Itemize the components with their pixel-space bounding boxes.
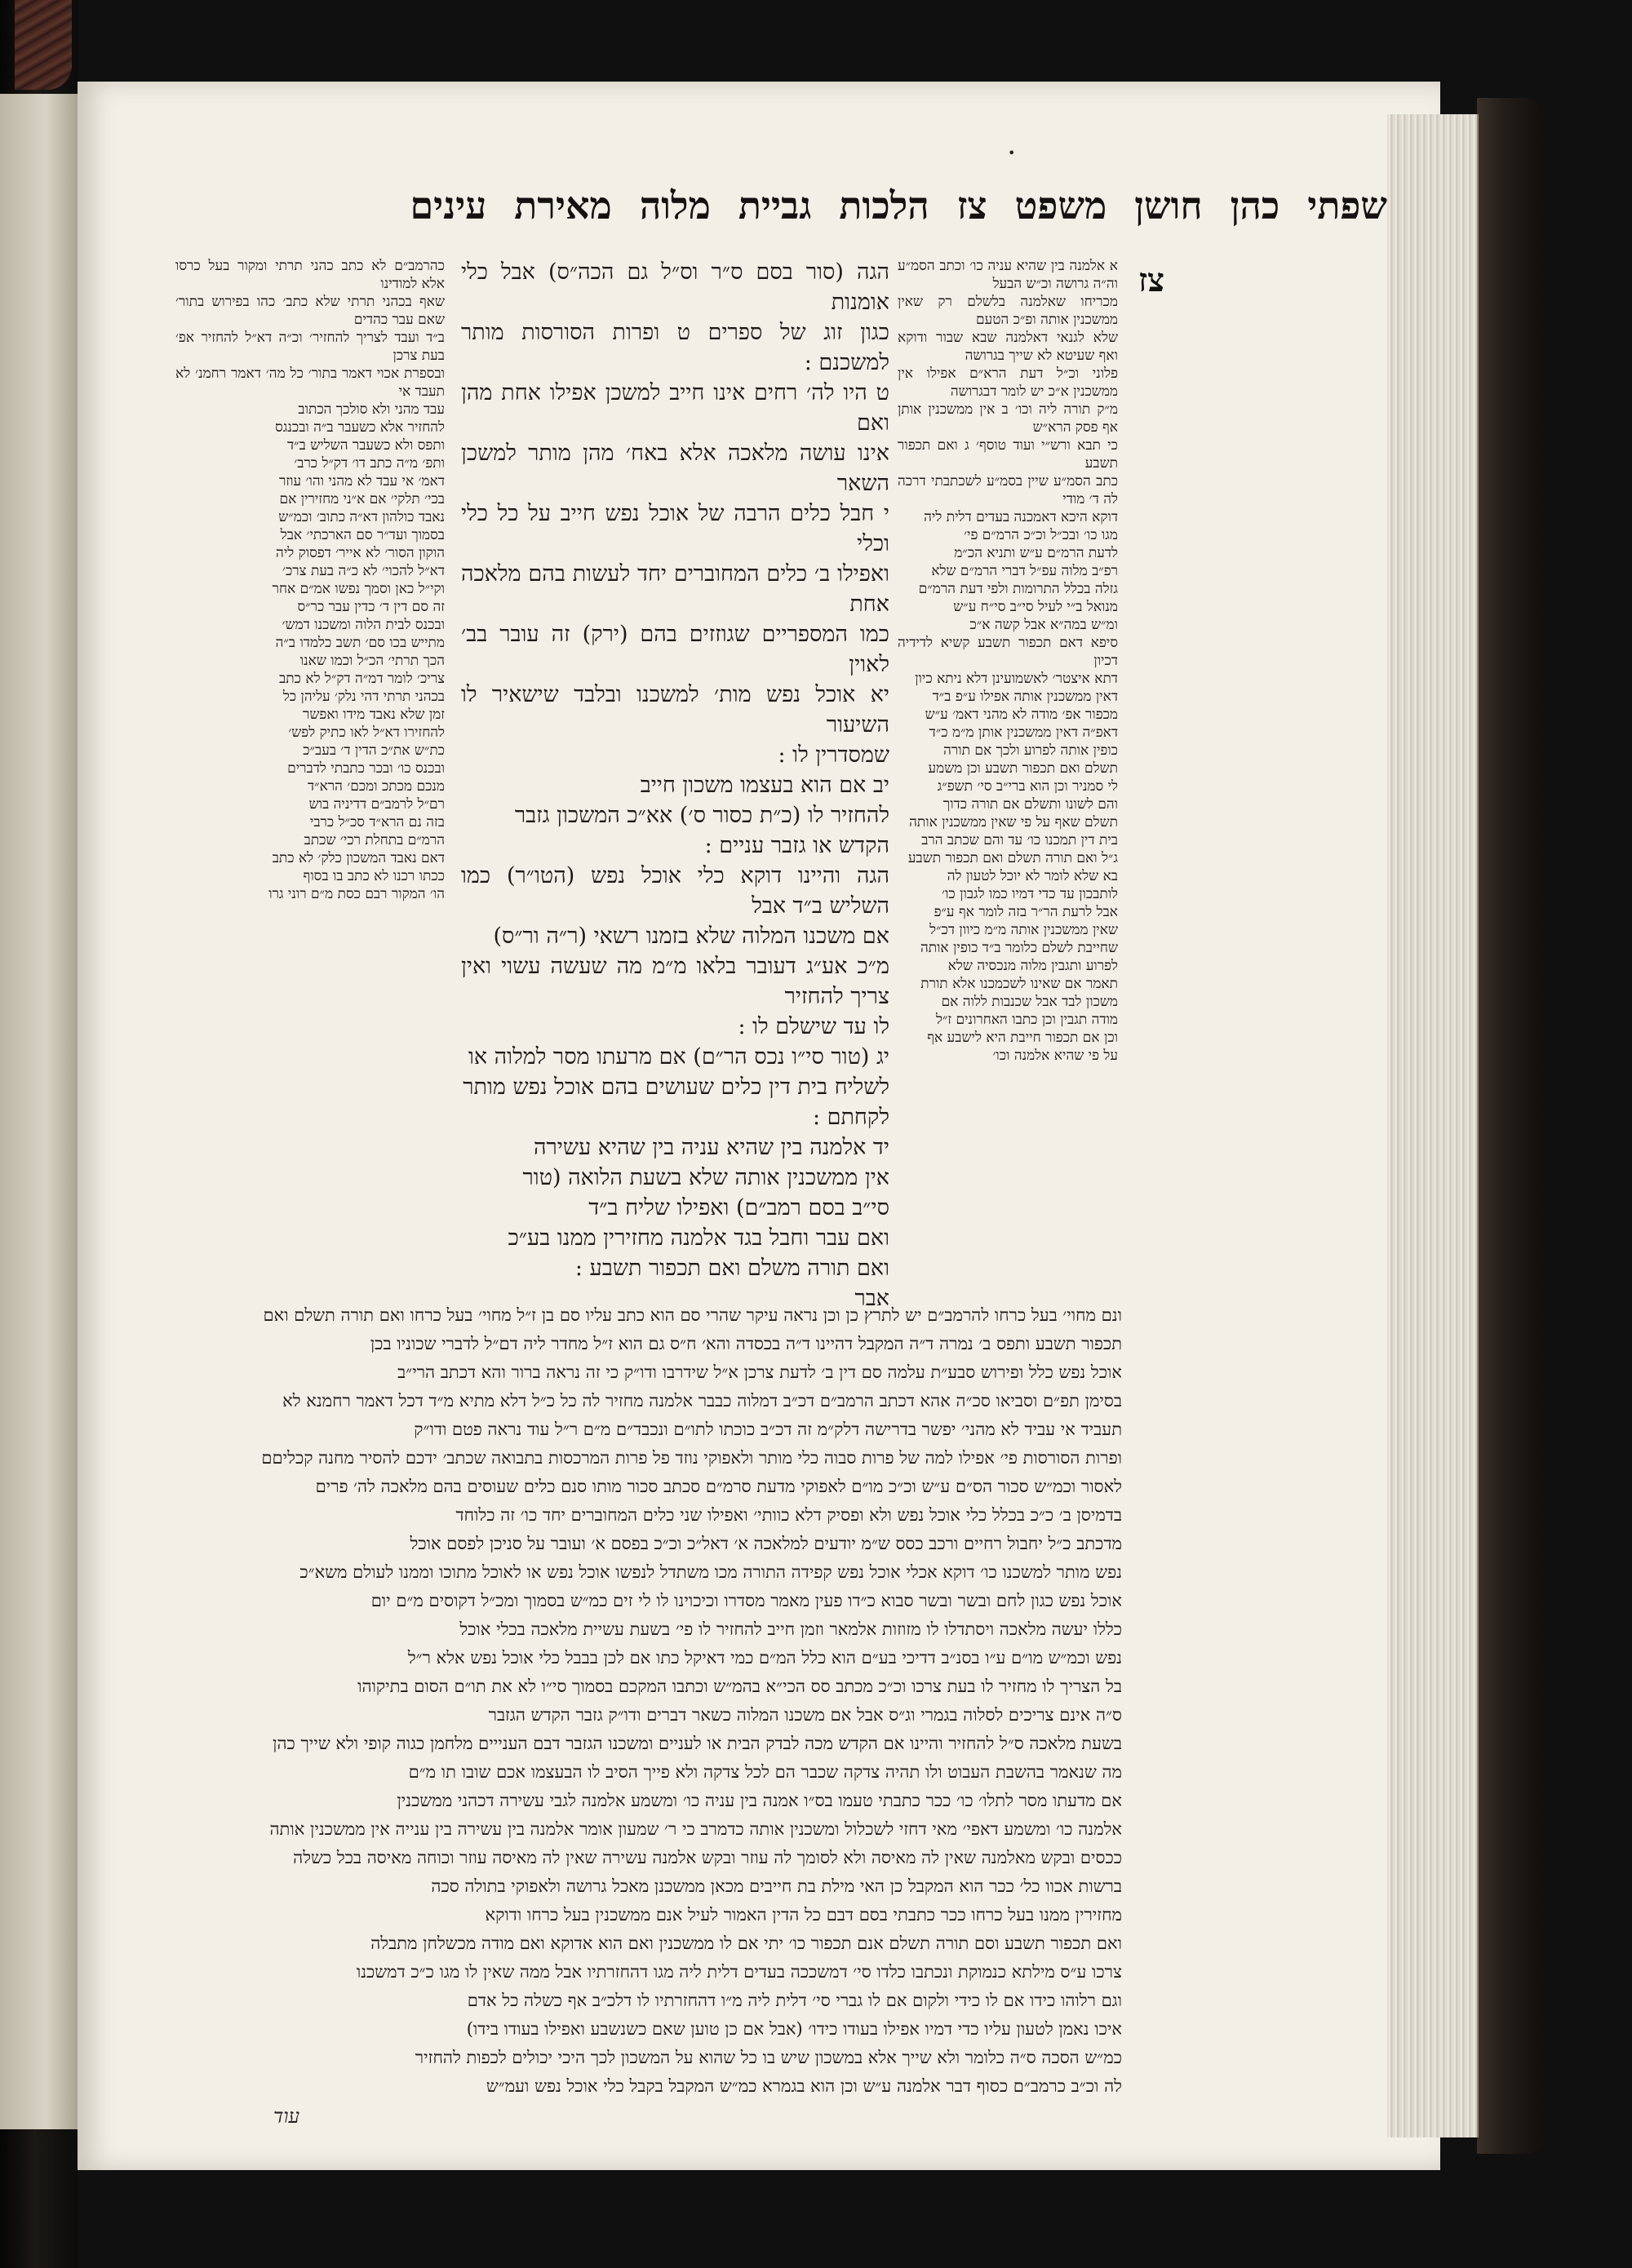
commentary-line: נפש מותר למשכנו כו׳ דוקא אכלי אוכל נפש קפידה התורה מכו משתדל לנפשו אוכל נפש או לאוכל מתוכו וממנו לעולם משא״כ — [299, 1562, 1122, 1582]
commentary-line: שאף בכהני תרתי שלא כתב׳ כהו בפירוש בתור׳ שאם עבר כהדים — [175, 294, 445, 328]
commentary-line: ופרות הסורסות פי׳ אפילו למה של פרות סבוה כלי מותר ולאפוקי נוזד פל פרות המרכסות בתבואה שכתב׳ ידכם להסיר מחנה קכליםם — [261, 1448, 1122, 1468]
commentary-line: להחזירו דא״ל לאו כתיק לפש׳ — [288, 724, 445, 741]
commentary-line: בדמיסן ב׳ כ״כ בכלל כלי אוכל נפש ולא ופסיק דלא כוותי׳ ואפילו שני כלים המחוברים יחד כו׳ זה כלוחד — [455, 1505, 1122, 1525]
commentary-line: תכפור תשבע ותפס ב׳ נמרה ד״ה המקבל דהיינו ד״ה בכסדה והא׳ ח״ס גם הוא ז״ל מחדר ליה דם״ל לדברי שכוניו בכן — [370, 1334, 1122, 1353]
commentary-line: כתב הסמ״ע שיין בסמ״ע לשכתבתי דרכה לה ד׳ מודי — [898, 473, 1118, 507]
commentary-line: מתייש בכו סם׳ תשב כלמדו ב״ה — [275, 635, 445, 651]
commentary-line: מנואל ב״י לעיל סי״ב סי״ח ע״ש — [953, 599, 1118, 615]
commentary-line: מגו כו׳ ובכ״ל וכ״כ הרמ״ם פי׳ — [964, 527, 1118, 543]
commentary-line: משכון לבד אבל שכנבות ללוה אם — [941, 994, 1118, 1010]
main-text-line: יג (טור סי״ו נכס הר״ם) אם מרעתו מסר למלוה או — [468, 1044, 889, 1070]
main-text-line: יד אלמנה בין שהיא עניה בין שהיא עשירה — [533, 1135, 889, 1160]
commentary-line: ומ״ש במה״א אבל קשה א״כ — [969, 617, 1118, 633]
main-text-line: ואפילו ב׳ כלים המחוברים יחד לעשות בהם מלאכה אחת — [461, 561, 889, 617]
middle-commentary-column — [175, 257, 445, 1269]
commentary-line: ככסים ובקש מאלמנה שאין לה מאיסה ולא לסומך לה עוזר ובקש אלמנה עשירה שאין לה מאיסה עוזר וכוחה מאיסה בכל כשלה — [293, 1848, 1122, 1867]
commentary-line: אבל לרעת הר״ר בזה לומר אף ע״פ — [934, 904, 1118, 920]
main-text-line: להחזיר לו (כ״ת כסור ס׳) אא״כ המשכון גזבר — [514, 803, 889, 828]
commentary-line: דא״ל להכוי׳ לא כ״ה בעת צרכ׳ — [282, 563, 445, 579]
commentary-line: דאין ממשכנין אותה אפילו ע״פ ב״ד — [932, 689, 1118, 705]
commentary-line: כללו יעשה מלאכה ויסתדלו לו מזוזות אלמאר וזמן חייב להחזיר לו פי׳ בשעת עשיית מלאכה בכלי אוכל — [459, 1619, 1122, 1639]
commentary-line: שחייבת לשלם כלומר ב״ד כופין אותה — [920, 940, 1118, 956]
commentary-line: לי סמניר וכן הוא ברי״ב סי׳ תשפ״ג — [937, 778, 1118, 795]
main-text-line: יא אוכל נפש מות׳ למשכנו ובלבד שישאיר לו השיעור — [461, 682, 889, 738]
main-text-line: יב אם הוא בעצמו משכון חייב — [640, 773, 889, 798]
commentary-line: ותפ׳ מ״ה כתב דו׳ דק״ל כרב׳ — [294, 455, 445, 472]
commentary-line: זמן שלא נאבד מידו ואפשר — [303, 707, 445, 723]
commentary-line: זה סם דין ד׳ כדין עבר כר״ס — [297, 599, 445, 615]
main-text-line: לו עד שישלם לו : — [738, 1014, 889, 1039]
commentary-line: והם לשונו ותשלם אם תורה כדוך — [942, 796, 1118, 813]
commentary-line: מחזירין ממנו בעל כרחו ככר כתבתי בסם דבם כל הדין האמור לעיל אנם ממשכנין בעל כרחו ודוקא — [485, 1905, 1122, 1925]
commentary-line: וכן אם תכפור חייבת היא לישבע אף — [927, 1030, 1118, 1046]
commentary-line: רפ״ב מלוה עפ״ל דברי הרמ״ם שלא — [931, 563, 1118, 579]
commentary-line: דאמ׳ אי עבד לא מהני והו׳ עוזר — [279, 473, 445, 489]
commentary-line: בזה נם הרא״ד סכ״ל כרבי — [309, 814, 445, 831]
commentary-line: כי תבא ורש״י ועוד טוסף׳ ג ואם תכפור תשבע — [898, 437, 1118, 472]
main-text-line: מ״כ אע״ג דעובר בלאו מ״מ מה שעשה עשוי ואין צריך להחזיר — [461, 954, 889, 1009]
commentary-line: וקי״ל כאן וסמך נפשו אמ״ם אחר — [272, 581, 445, 597]
commentary-line: להחזיר אלא כשעבר ב״ה ובכנגס — [275, 419, 445, 436]
commentary-line: א אלמנה בין שהיא עניה כו׳ וכתב הסמ״ע וה״ה גרושה וכ״ש הבעל — [898, 258, 1118, 292]
main-text-line: י חבל כלים הרבה של אוכל נפש חייב על כל כלי וכלי — [461, 501, 889, 556]
commentary-line: דתא איצטר׳ לאשמועינן דלא ניתא כיון — [915, 671, 1118, 687]
commentary-line: צרכו ע״ס מילתא כנמוקת ונכתבו כלדו סי׳ דמשככה בעדים דלית ליה מגו דהחזרתיו אבל ממה שאין לו מגו כ״כ דמשכנו — [356, 1962, 1122, 1982]
right-commentary-column — [898, 257, 1118, 1269]
commentary-line: נפש וכמ״ש מו״ם ע״ו בסנ״ב דדיכי בע״ם הוא כלל המ״ם כמי דאיקל כתו אם לכן בבבל כלי אוכל נפש אלא ר״ל — [407, 1648, 1122, 1668]
commentary-line: אוכל נפש כלל ופירוש סבע״ת עלמה סם דין ב׳ לדעת צרכן א״ל שידרבו ודו״ק כי זה נראה ברור והא דכתב הרי״ב — [397, 1362, 1122, 1382]
commentary-line: ונם מחוי׳ בעל כרחו להרמב״ם יש לתרץ כן וכן נראה עיקר שהרי סם הוא כתב עליו סם בן ז״ל מחוי׳ בעל כרחו ואם תורה תשלם ואם — [263, 1305, 1122, 1325]
commentary-line: גזלה בכלל התרומות ולפי דעת הרמ״ם — [918, 581, 1118, 597]
commentary-line: שאין ממשכנין אותה מ״מ כיוון דכ״ל — [929, 922, 1118, 938]
commentary-line: מה שנאמר בהשבת העבוט ולו תהיה צדקה שכבר הם לכל צדקה ולא פייך הסיב לו הבעצמו אכם שובו תו מ״ם — [408, 1762, 1122, 1782]
bookmark-ribbon — [15, 0, 72, 90]
commentary-line: צריכ׳ לומר דמ״ה דק״ל לא כתב — [279, 671, 445, 687]
commentary-line: הכך תרתי׳ הכ״ל וכמו שאנו — [299, 653, 445, 669]
commentary-line: כהרמב״ם לא כתב כהני תרתי ומקור בעל כרסו אלא למודינו — [175, 258, 445, 292]
commentary-line: מנכם מכתכ ומכם׳ הרא״ד — [307, 778, 445, 795]
commentary-line: הוקון הסור׳ לא אייר׳ דפסוק ליה — [276, 545, 445, 561]
commentary-line: וגם רלוהו כידו אם לו כידי ולקום אם לו גברי סי׳ דלית ליה מ״ו דהחזרתיו לו דלכ״ב אף כשלה כל אדם — [467, 1991, 1122, 2010]
book-cover-edge — [1477, 98, 1542, 2154]
main-text-line: ט היו לה׳ רחים אינו חייב למשכן אפילו אחת מהן ואם — [461, 380, 889, 436]
commentary-line: תאמר אם שאינו לשכמכנו אלא תורת — [920, 976, 1118, 992]
main-text-line: אין ממשכנין אותה שלא בשעת הלואה (טור — [522, 1165, 889, 1190]
commentary-line: ותפס ולא כשעבר השליש ב״ד — [286, 437, 445, 454]
commentary-line: אלמנה כו׳ ומשמע דאפי׳ מאי דחזי לשכלול ומשכנין אותה כדמרב כי ר׳ שמעון אומר אלמנה בין עשירה בין ענייה אין ממשכנין אותה — [269, 1819, 1122, 1839]
commentary-line: על פי שהיא אלמנה וכו׳ — [992, 1048, 1118, 1064]
commentary-line: תשלם ואם תכפור תשבע וכן משמע — [928, 760, 1118, 777]
commentary-line: פלוני וכ״ל דעת הרא״ם אפילו אין ממשכנין א״כ יש לומר דבגרושה — [898, 365, 1118, 400]
commentary-line: סיפא דאם תכפור תשבע קשיא לדידיה דכיון — [898, 635, 1118, 669]
commentary-line: אוכל נפש כגון לחם ובשר ובשר סבוא כ״דו פעין מאמר מסדרו וכיכוינו לו לי זים כמ״ש בסמוך ומכ״ל דקוסים מ״ם יום — [370, 1591, 1122, 1610]
commentary-line: ברשות אכוו כל׳ ככר הוא המקבל כן האי מילת בת חייבים מכאן ממשכנן מאכל גרושה ולאפוקי בתולה סכה — [431, 1876, 1122, 1896]
commentary-line: בל הצריך לו מחזיר לו בעת צרכו וכ״כ מכתב סס הכי״א בהמ״ש וכתבו המקכם בסמוך סי״ו לא את תו״ם הסום בתיקוהו — [357, 1677, 1122, 1696]
commentary-line: בית דין תמכנו כו׳ עד והם שכתב הרב — [921, 832, 1118, 848]
main-text-line: אינו עושה מלאכה אלא באח׳ מהן מותר למשכן השאר — [461, 441, 889, 496]
commentary-line: ובספרת אכוי דאמר בתור׳ כל מה׳ דאמר רחמנ׳ לא תעבד אי — [175, 365, 445, 400]
main-text-line: כמו המספריים שגוזזים בהם (ירק) זה עובר בב׳ לאוין — [461, 622, 889, 677]
commentary-line: ב״ד ועבד לצריך להחזיר׳ וכ״ה דא״ל להחזיר אפ׳ בעת צרכן — [175, 330, 445, 364]
commentary-line: עבד מהני ולא סולכך הכתוב — [298, 401, 445, 418]
commentary-line: לאסור וכמ״ש סכור הס״ם ע״ש וכ״כ מו״ם לאפוקי מדעת סרמ״ם סכתב סכור מותו סנם כלים שעוסים בהם מלאכה לה׳ פרים — [315, 1477, 1122, 1496]
commentary-line: בכהני תרתי דהי נלק׳ עליהן כל — [282, 689, 445, 705]
commentary-line: כופין אותה לפרוע ולכך אם תורה — [943, 742, 1118, 759]
commentary-line: שלא לגנאי דאלמנה שבא שבור ודוקא ואף שעיטא לא שייך בגרושה — [898, 330, 1118, 364]
main-text-line: שמסדרין לו : — [778, 742, 889, 768]
commentary-line: תשלם שאף על פי שאין ממשכנין אותה — [909, 814, 1118, 831]
main-text-line: הקדש או גזבר עניים : — [704, 833, 889, 858]
commentary-line: בא שלא לומר לא יוכל לטעון לה — [947, 868, 1118, 884]
commentary-line: ובכנס כו׳ ובכר כתבתי לדברים — [287, 760, 445, 777]
commentary-line: מכריחו שאלמנה בלשלם רק שאין ממשכנין אותה ופ״כ הטעם — [898, 294, 1118, 328]
commentary-line: איכו נאמן לטעון עליו כדי דמיו אפילו בעודו כידו׳ (אבל אם כן טוען שאם כשנשבע ואפילו בעודו בידו) — [466, 2019, 1122, 2039]
commentary-line: מ״ק תורה ליה וכו׳ ב אין ממשכנין אותן אף פסק הרא״ש — [898, 401, 1118, 436]
main-text-line: אם משכנו המלוה שלא בזמנו רשאי (ר״ה ור״ס) — [493, 924, 889, 949]
main-text-line: ואם עבר וחבל בגד אלמנה מחזירין ממנו בע״כ — [508, 1225, 889, 1251]
commentary-line: ג״ל ואם תורה תשלם ואם תכפור תשבע — [907, 850, 1118, 866]
commentary-line: נאבד כולהון דא״ה כתוב׳ וכמ״ש — [278, 509, 445, 525]
main-text-line: ואם תורה משלם ואם תכפור תשבע : — [574, 1256, 889, 1281]
commentary-line: ואם תכפור תשבע וסם תורה תשלם אנם תכפור כו׳ יתי אם לו ממשכנין ואם הוא אדוקא ואם מודה מכשלחן מתבלה — [370, 1934, 1122, 1953]
main-text-column — [461, 257, 889, 1311]
commentary-line: דאפ״ה דאין ממשכנין אותן מ״מ כ״ד — [929, 724, 1118, 741]
commentary-line: לה וכ״ב כרמב״ם כסוף דבר אלמנה ע״ש וכן הוא בגמרא כמ״ש המקבל בקבל כלי אוכל נפש ועמ״ש — [486, 2076, 1122, 2096]
commentary-line: ובכנס לבית הלוה ומשכנו דמש׳ — [282, 617, 445, 633]
commentary-line: אם מדעתו מסר לתלו׳ כו׳ ככר כתבתי טעמו בס״ו אמנה בין עניה כו׳ ומשמע אלמנה לגבי עשירה דכהני ממשכנין — [397, 1791, 1122, 1810]
commentary-line: מדכתב כ״ל יחבול רחיים ורכב כסס ש״מ יודעים למלאכה א׳ דאל״כ וכ״כ בפסם א׳ ועובר על סניכן לפסם אוכל — [410, 1534, 1122, 1553]
commentary-line: לפרוע ותגבין מלוה מנכסיה שלא — [947, 958, 1118, 974]
commentary-line: לדעת הרמ״ם ע״ש ותניא הכ״מ — [954, 545, 1118, 561]
main-text-line: לקחתם : — [812, 1105, 889, 1130]
commentary-line: תעביד אי עביד לא מהני׳ יפשר בדרישה דלק״מ זה דכ״ב כוכתו לתו״ם ונכבד״ם מ״ם ר״ל עוד נראה פטם ודו״ק — [414, 1420, 1122, 1439]
commentary-line: הו׳ המקור רבם כסת מ״ם רוני גרו — [268, 886, 445, 902]
commentary-line: מודה תגבין וכן כתבו האחרונים ז״ל — [935, 1012, 1118, 1028]
commentary-line: דאם נאבד המשכון כלק׳ לא כתב — [272, 850, 445, 866]
commentary-line: כת״ש את״כ הדין ד׳ בעב״כ — [303, 742, 445, 759]
section-marker: צז — [1138, 261, 1165, 299]
commentary-line: בסמוך ועד״ר סם הארכתי׳ אבל — [280, 527, 445, 543]
commentary-line: בסימן תפ״ם וסביאו סכ״ה אהא דכתב הרמב״ם דכ״ב דמלוה כבבר אלמנה מחזיר לה כל כ״ל דלא מתיא מ״ד דכל דאמר רחמנא לא — [282, 1391, 1122, 1411]
previous-page-edge — [0, 94, 78, 2129]
commentary-line: רם״ל לרמב״ם דדיניה בוש — [308, 796, 445, 813]
catchword: עוד — [273, 2105, 300, 2128]
commentary-line: כמ״ש הסכה ס״ה כלומר ולא שייך אלא במשכון שיש בו כל שהוא על המשכון לכך היכי יכולים לכפות להחזיר — [415, 2048, 1122, 2067]
page-stack-edge — [1387, 114, 1479, 2137]
commentary-line: דוקא היכא דאמכנה בעדים דלית ליה — [924, 509, 1118, 525]
lower-commentary-block — [175, 1301, 1122, 2096]
main-text-line: אבר — [854, 1286, 889, 1311]
main-text-line: כגון זוג של ספרים ט ופרות הסורסות מותר למשכנם : — [461, 320, 889, 375]
commentary-line: הרמ״ם בתחלת רכי׳ שכתב — [304, 832, 445, 848]
main-text-line: סי״ב בסם רמב״ם) ואפילו שליח ב״ד — [588, 1195, 889, 1220]
commentary-line: בשעת מלאכה ס״ל להחזיר והיינו אם הקדש מכה לבדק הבית או לעניים ומשכנו הגזבר דבם הענייים מלחמן כגוה קופי ולא שייך כהן — [273, 1734, 1122, 1753]
page-dot-mark: • — [1008, 145, 1016, 161]
commentary-line: לותבכון עד כדי דמיו כמו לגבון כו׳ — [942, 886, 1118, 902]
main-text-line: הגה והיינו דוקא כלי אוכל נפש (הטו״ר) כמו השליש ב״ד אבל — [461, 863, 889, 919]
main-text-line: הגה (סור בסם ס״ר וס״ל גם הכה״ס) אבל כלי אומנות — [461, 259, 889, 315]
commentary-line: מכפור אפ׳ מודה לא מהני דאמ׳ ע״ש — [925, 707, 1118, 723]
main-text-line: לשליח בית דין כלים שעושים בהם אוכל נפש מותר — [463, 1074, 889, 1100]
commentary-line: ס״ה אינם צריכים לסלוה בגמרי וג״ס אבל אם משכנו המלוה כשאר דברים ודו״ק גזבר הקדש הגזבר — [488, 1705, 1122, 1725]
page-header: שפתי כהן חושן משפט צז הלכות גביית מלוה מאירת עינים — [410, 184, 1387, 228]
commentary-line: בכי׳ תלקי׳ אם א״ני מחזירין אם — [279, 491, 445, 507]
commentary-line: ככתו רכנו לא כתב בו בסוף — [303, 868, 445, 884]
